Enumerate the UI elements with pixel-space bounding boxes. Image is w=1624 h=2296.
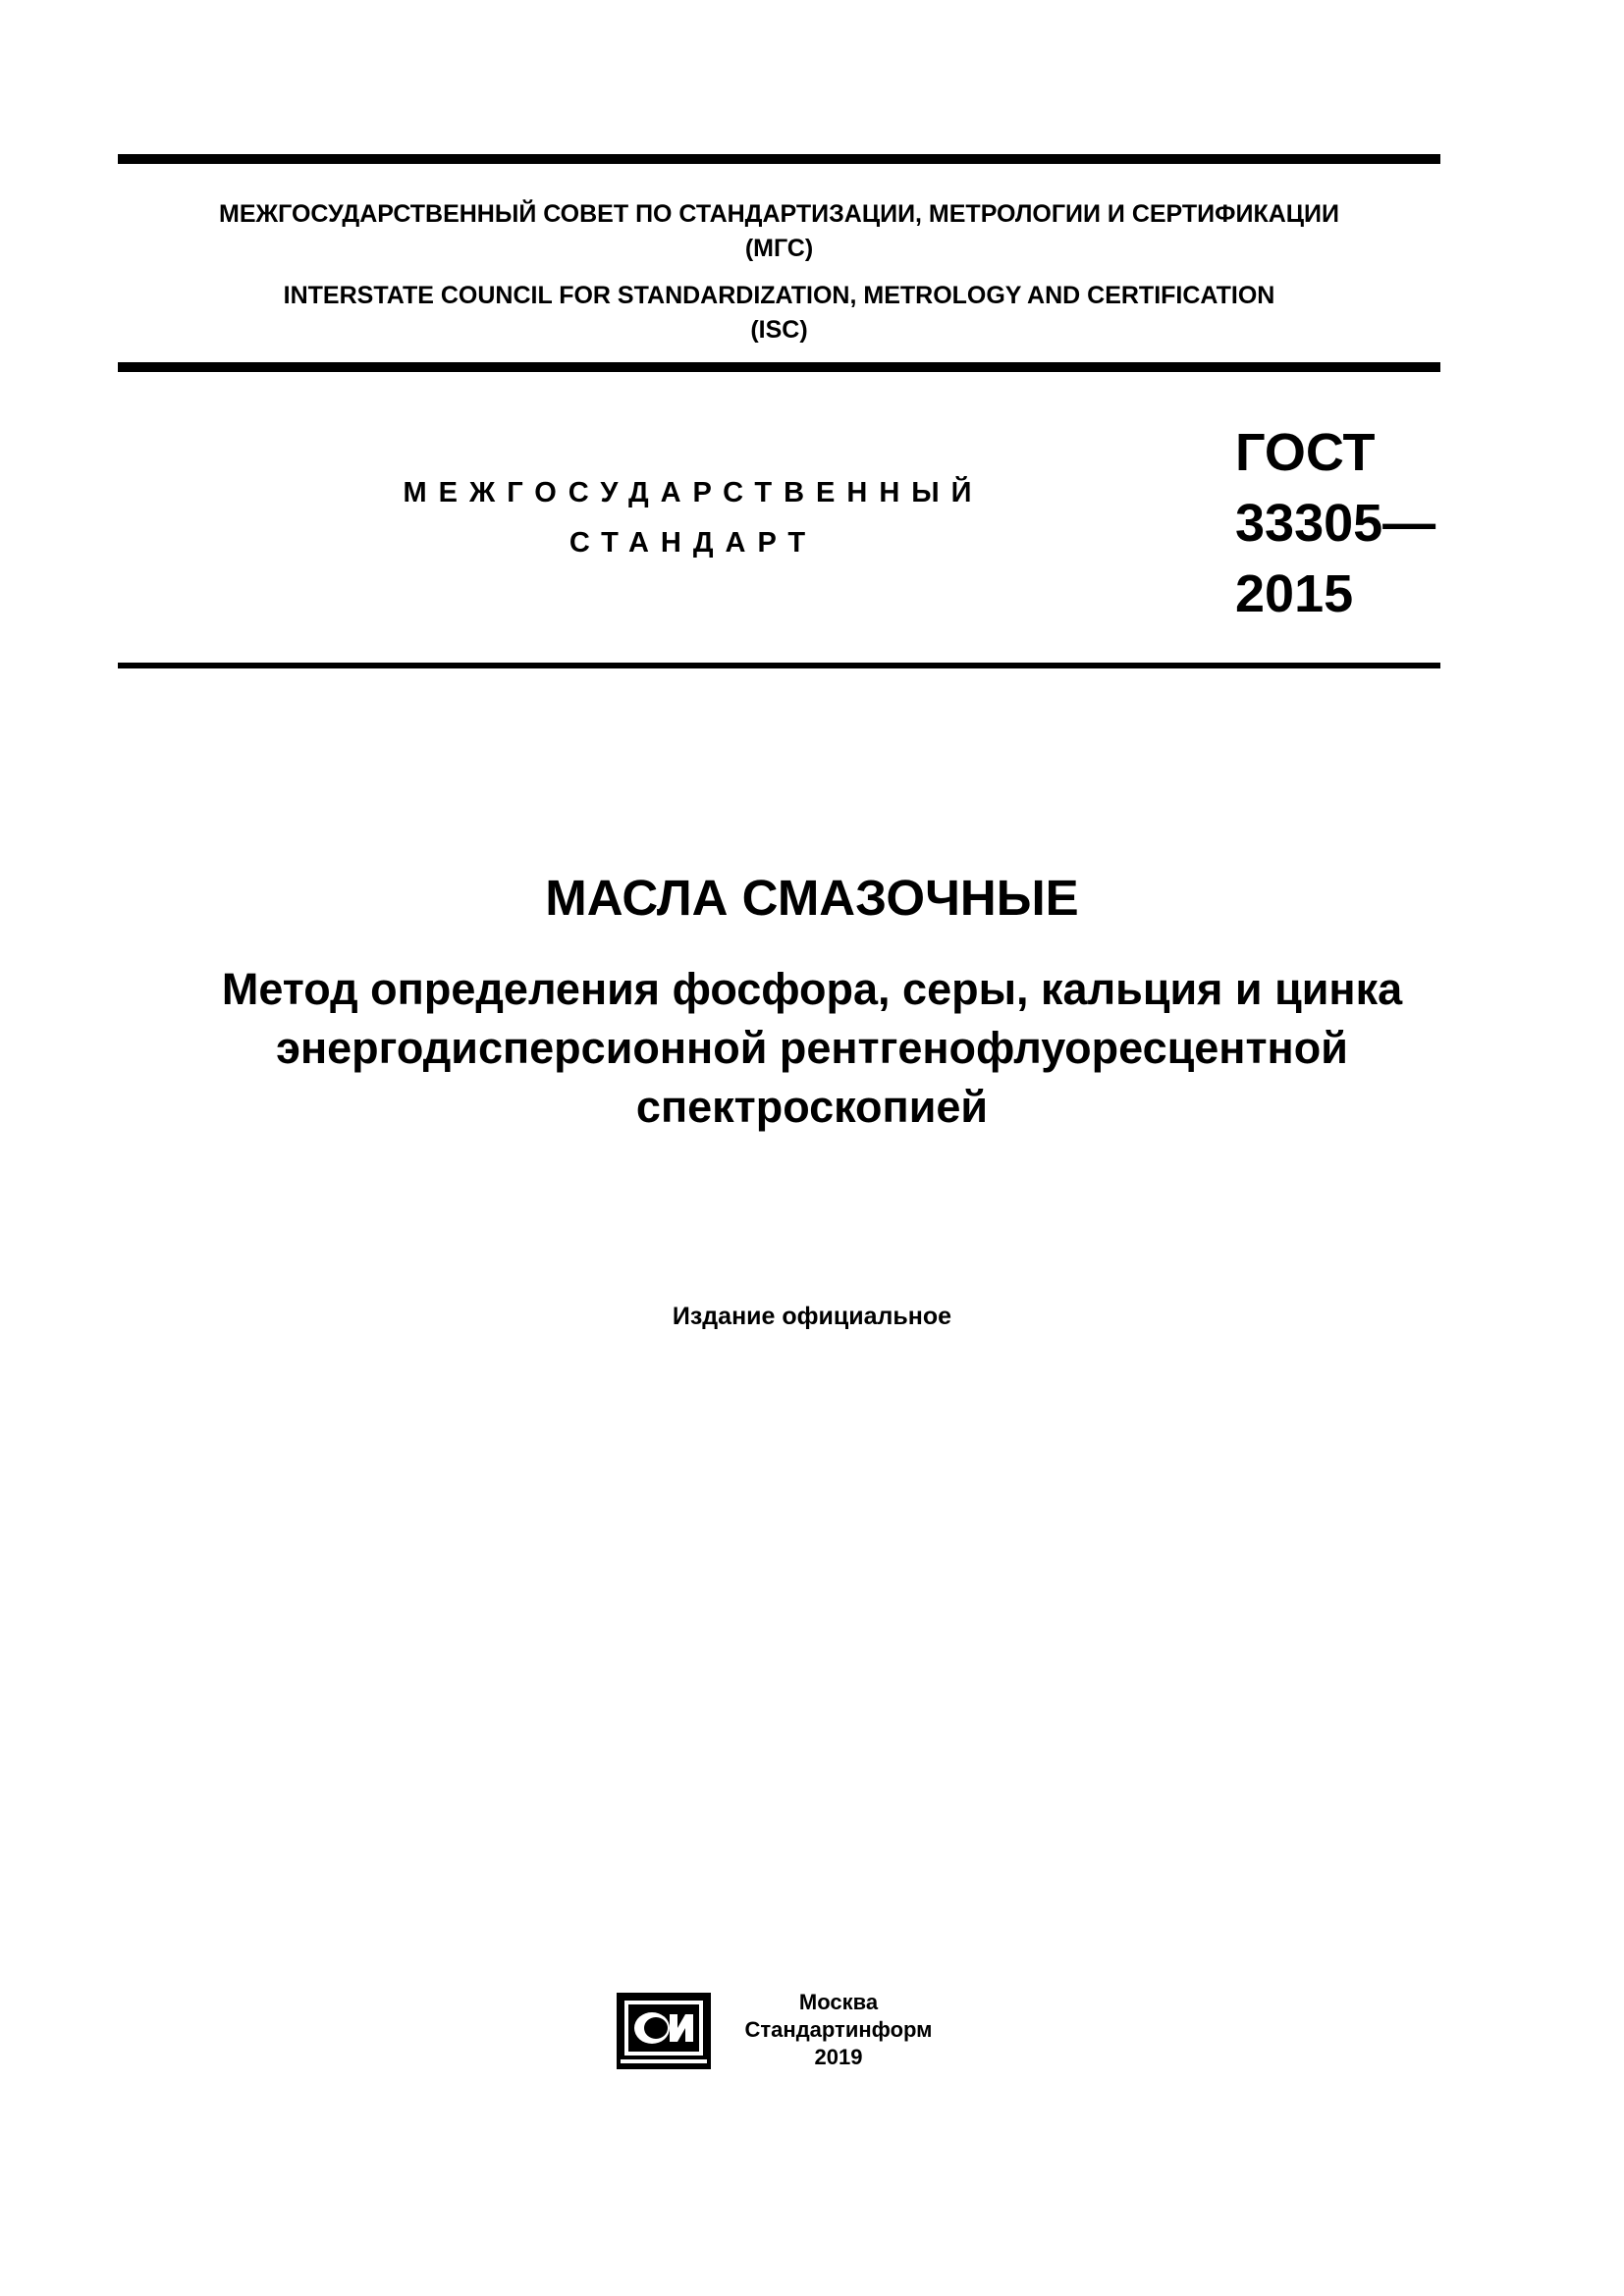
standard-type-line2: СТАНДАРТ <box>568 527 818 559</box>
gost-year: 2015 <box>1235 564 1354 623</box>
gost-number: 33305— <box>1235 494 1436 553</box>
header-divider-rule <box>118 362 1440 372</box>
publisher-year: 2019 <box>814 2045 863 2069</box>
gost-designation <box>1235 417 1435 629</box>
publisher-city: Москва <box>798 1990 879 2014</box>
gost-label: ГОСТ <box>1235 423 1376 482</box>
subtitle-line3: спектроскопией <box>635 1082 989 1132</box>
council-en-abbr: (ISC) <box>750 316 808 344</box>
subtitle-line2: энергодисперсионной рентгенофлуоресцентной <box>276 1023 1348 1073</box>
document-subtitle <box>0 960 1624 1137</box>
publisher-name: Стандартинформ <box>744 2017 933 2042</box>
standard-divider-rule <box>118 663 1440 668</box>
standartinform-logo-icon <box>617 1993 711 2069</box>
council-ru-line1: МЕЖГОСУДАРСТВЕННЫЙ СОВЕТ ПО СТАНДАРТИЗАЦИИ, МЕТРОЛОГИИ И СЕРТИФИКАЦИИ <box>219 200 1339 228</box>
subtitle-line1: Метод определения фосфора, серы, кальция и цинка <box>221 964 1403 1014</box>
council-ru-abbr: (МГС) <box>744 235 814 262</box>
publisher-block <box>734 1989 943 2071</box>
document-title: МАСЛА СМАЗОЧНЫЕ <box>545 870 1079 926</box>
top-rule <box>118 154 1440 164</box>
standard-type-line1: МЕЖГОСУДАРСТВЕННЫЙ <box>403 477 984 508</box>
edition-note: Издание официальное <box>672 1303 952 1330</box>
council-en-line1: INTERSTATE COUNCIL FOR STANDARDIZATION, METROLOGY AND CERTIFICATION <box>283 282 1275 309</box>
